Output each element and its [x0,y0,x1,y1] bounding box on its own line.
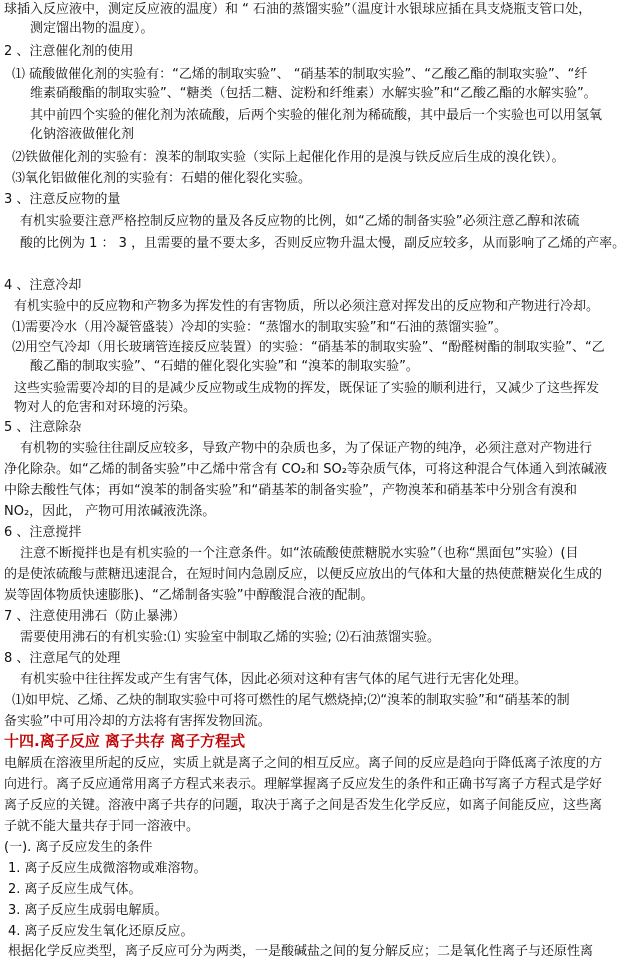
section-heading: 十四.离子反应 离子共存 离子方程式 [4,732,246,750]
text-line: 这些实验需要冷却的目的是减少反应物或生成物的挥发，既保证了实验的顺利进行，又减少了这些挥发 [14,381,600,396]
text-line: 有机实验要注意严格控制反应物的量及各反应物的比例，如“乙烯的制备实验”必须注意乙醇和浓硫 [20,214,580,229]
text-line: 备实验”中可用冷却的方法将有害挥发物回流。 [4,714,271,729]
text-line: 4 、注意冷却 [4,278,82,293]
text-line: 离子反应的关键。溶液中离子共存的问题，取决于离子之间是否发生化学反应，如离子间能反应，这些离 [4,798,603,813]
text-line: (一). 离子反应发生的条件 [4,840,153,855]
text-line: ⑵铁做催化剂的实验有：溴苯的制取实验（实际上起催化作用的是溴与铁反应后生成的溴化铁）。 [12,150,565,165]
text-line: 5 、注意除杂 [4,420,82,435]
text-line: 有机实验中的反应物和产物多为挥发性的有害物质，所以必须注意对挥发出的反应物和产物进行冷却。 [14,299,600,314]
text-line: 注意不断搅拌也是有机实验的一个注意条件。如“浓硫酸使蔗糖脱水实验”（也称“黑面包”实验）(目 [20,546,579,561]
text-line: NO₂，因此， 产物可用浓碱液洗涤。 [4,504,216,519]
text-line: 7 、注意使用沸石（防止暴沸） [4,609,186,624]
text-line: 其中前四个实验的催化剂为浓硫酸，后两个实验的催化剂为稀硫酸，其中最后一个实验也可以用氢氧 [30,108,603,123]
text-line: 子就不能大量共存于同一溶液中。 [4,819,200,834]
text-line: 8 、注意尾气的处理 [4,651,121,666]
text-line: 球插入反应液中，测定反应液的温度）和 “ 石油的蒸馏实验”（温度计水银球应插在具支烧瓶支管口处， [4,2,592,17]
text-line: 炭等固体物质快速膨胀)、“乙烯制备实验”中醇酸混合液的配制。 [4,588,374,603]
text-line: ⑴ 硫酸做催化剂的实验有：“乙烯的制取实验”、 “硝基苯的制取实验”、“乙酸乙酯的制取实验”、“纤 [12,67,588,82]
text-line: ⑶氧化铝做催化剂的实验有：石蜡的催化裂化实验。 [12,171,312,186]
text-line: ⑴如甲烷、乙烯、乙炔的制取实验中可将可燃性的尾气燃烧掉;⑵“溴苯的制取实验”和“硝基苯的制 [12,693,570,708]
text-line: 有机物的实验往往副反应较多，导致产物中的杂质也多，为了保证产物的纯净，必须注意对产物进行 [20,441,593,456]
text-line: 需要使用沸石的有机实验:⑴ 实验室中制取乙烯的实验; ⑵石油蒸馏实验。 [20,630,441,645]
text-line: 2 、注意催化剂的使用 [4,44,134,59]
text-line: 向进行。离子反应通常用离子方程式来表示。理解掌握离子反应发生的条件和正确书写离子方程式是学好 [4,777,603,792]
text-line: 中除去酸性气体；再如“溴苯的制备实验”和“硝基苯的制备实验”，产物溴苯和硝基苯中分别含有溴和 [4,483,577,498]
text-line: 酸的比例为 1 ： 3 ，且需要的量不要太多，否则反应物升温太慢，副反应较多，从而影响了乙烯的产率。 [20,236,626,251]
text-line: 2. 离子反应生成气体。 [8,882,142,897]
text-line: 根据化学反应类型，离子反应可分为两类，一是酸碱盐之间的复分解反应；二是氧化性离子与还原性离 [8,944,594,959]
text-line: 1. 离子反应生成微溶物或难溶物。 [8,861,207,876]
text-line: 的是使浓硫酸与蔗糖迅速混合，在短时间内急剧反应，以便反应放出的气体和大量的热使蔗糖炭化生成的 [4,567,603,582]
text-line: 6 、注意搅拌 [4,525,82,540]
text-line: 物对人的危害和对环境的污染。 [14,400,197,415]
text-line: 4. 离子反应发生氧化还原反应。 [8,924,194,939]
text-line: 测定馏出物的温度）。 [30,21,154,36]
text-line: 有机实验中往往挥发或产生有害气体，因此必须对这种有害气体的尾气进行无害化处理。 [20,672,528,687]
text-line: 净化除杂。如“乙烯的制备实验”中乙烯中常含有 CO₂和 SO₂等杂质气体，可将这种混合气体通入到浓碱液 [4,462,607,477]
text-line: ⑴需要冷水（用冷凝管盛装）冷却的实验：“蒸馏水的制取实验”和“石油的蒸馏实验”。 [12,320,507,335]
text-line: 维素硝酸酯的制取实验”、“糖类（包括二糖、淀粉和纤维素）水解实验”和“乙酸乙酯的水解实验”。 [30,86,597,101]
text-line: 3. 离子反应生成弱电解质。 [8,903,168,918]
text-line: 化钠溶液做催化剂 [30,127,135,142]
text-line: 酸乙酯的制取实验”、“石蜡的催化裂化实验”和 “溴苯的制取实验”。 [30,359,419,374]
text-line: 3 、注意反应物的量 [4,192,121,207]
text-line: ⑵用空气冷却（用长玻璃管连接反应装置）的实验：“硝基苯的制取实验”、“酚醛树酯的制取实验”、“乙 [12,340,605,355]
text-line: 电解质在溶液里所起的反应，实质上就是离子之间的相互反应。离子间的反应是趋向于降低离子浓度的方 [4,756,603,771]
